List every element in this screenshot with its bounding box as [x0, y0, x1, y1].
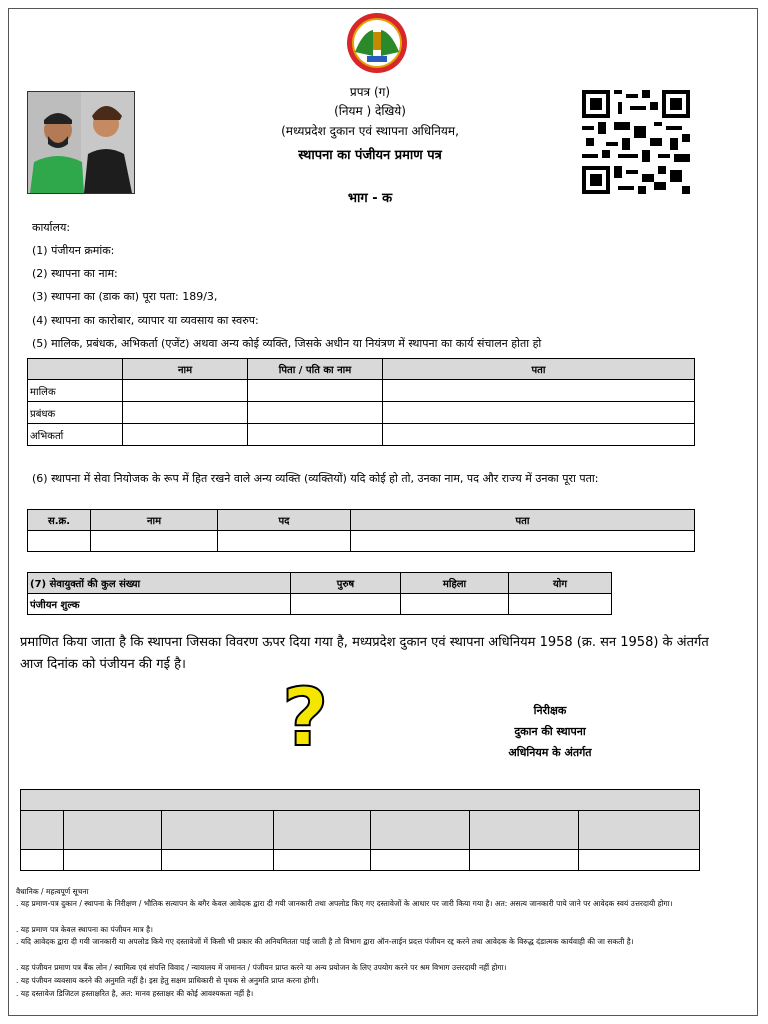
- table-header-cell: नाम: [123, 359, 248, 380]
- employer-interest-table: [27, 509, 695, 552]
- table-header-cell: (7) सेवायुक्तों की कुल संख्या: [28, 573, 291, 594]
- row-label: अभिकर्ता: [28, 424, 123, 446]
- table-header-cell: नाम: [91, 510, 218, 531]
- mp-emblem-logo: [343, 12, 411, 74]
- certificate-statement: प्रमाणित किया जाता है कि स्थापना जिसका विवरण ऊपर दिया गया है, मध्यप्रदेश दुकान एवं स्थापना अधिनियम 1958 (क्र. सन 1958) के अंतर्गत आज दिनांक को पंजीयन की गई है।: [20, 635, 709, 672]
- table-row: [21, 850, 700, 871]
- table-header-cell: महिला: [401, 573, 509, 594]
- note-item: . यह पंजीयन व्यवसाय करने की अनुमति नहीं है। इस हेतु सक्षम प्राधिकारी से पृथक से अनुमति प्राप्त करना होगी।: [16, 976, 319, 985]
- part-label: भाग - क: [347, 191, 393, 206]
- table-header-row: [28, 359, 695, 380]
- item-6-text: (6) स्थापना में सेवा नियोजक के रूप में हित रखने वाले अन्य व्यक्ति (व्यक्तियों) यदि कोई हो तो, उनका नाम, पद और राज्य में उनका पूरा पता:: [32, 472, 599, 485]
- table-header-cell: पता: [383, 359, 695, 380]
- establishment-address: (3) स्थापना का (डाक का) पूरा पता: 189/3,: [32, 290, 218, 303]
- table-header-cell: स.क्र.: [28, 510, 91, 531]
- bottom-grid-table: [20, 789, 700, 871]
- table-header-cell: पद: [218, 510, 351, 531]
- table-header-cell: योग: [509, 573, 612, 594]
- office-label: कार्यालय:: [32, 221, 71, 234]
- table-row: [28, 380, 695, 402]
- table-row: [28, 424, 695, 446]
- applicant-photo: [27, 91, 135, 194]
- signatory-line2: दुकान की स्थापना: [514, 725, 586, 738]
- owner-table: [27, 358, 695, 446]
- table-header-row: [28, 510, 695, 531]
- note-item: . यह प्रमाण पत्र केवल स्थापना का पंजीयन मात्र है।: [16, 925, 153, 934]
- signatory-title: निरीक्षक: [533, 704, 567, 717]
- table-header-row: [21, 811, 700, 850]
- registration-number: (1) पंजीयन क्रमांक:: [32, 244, 115, 257]
- note-item: . यदि आवेदक द्वारा दी गयी जानकारी या अपलोड किये गए दस्तावेजों में किसी भी प्रकार की अनियमितता पाई जाती है तो विभाग द्वारा ऑन-लाईन प्रदत्त पंजीयन रद्द करने तथा आवेदक के विरुद्ध दंडात्मक कार्यवाही की जा सकती है।: [16, 937, 634, 946]
- row-label: मालिक: [28, 380, 123, 402]
- table-header-row: [21, 790, 700, 811]
- table-header-cell: पिता / पति का नाम: [248, 359, 383, 380]
- note-item: . यह प्रमाण-पत्र दुकान / स्थापना के निरीक्षण / भौतिक सत्यापन के बगैर केवल आवेदक द्वारा दी गयी जानकारी तथा अपलोड किए गए दस्तावेजों के आधार पर जारी किया गया है। अत: असत्य जानकारी पाये जाने पर आवेदक स्वयं उत्तरदायी होगा।: [16, 899, 673, 908]
- row-label: प्रबंधक: [28, 402, 123, 424]
- business-nature: (4) स्थापना का कारोबार, व्यापार या व्यवसाय का स्वरुप:: [32, 314, 259, 327]
- table-row: [28, 531, 695, 552]
- note-item: . यह पंजीयन प्रमाण पत्र बैंक लोन / स्वामित्व एवं संपत्ति विवाद / न्यायालय में जमानत / पंजीयन प्राप्त करने या अन्य प्रयोजन के लिए उपयोग करने पर श्रम विभाग उत्तरदायी नहीं होगा।: [16, 963, 507, 972]
- qr-code: [582, 90, 690, 194]
- table-header-cell: [28, 359, 123, 380]
- table-header-row: [28, 573, 612, 594]
- table-row: [28, 402, 695, 424]
- table-row: [28, 594, 612, 615]
- act-reference: (मध्यप्रदेश दुकान एवं स्थापना अधिनियम,: [281, 124, 459, 138]
- owner-intro: (5) मालिक, प्रबंधक, अभिकर्ता (एजेंट) अथवा अन्य कोई व्यक्ति, जिसके अधीन या नियंत्रण में स्थापना का कार्य संचालन होता हो: [32, 337, 542, 350]
- table-header-cell: पुरुष: [291, 573, 401, 594]
- signatory-line3: अधिनियम के अंतर्गत: [508, 746, 592, 759]
- certificate-title: स्थापना का पंजीयन प्रमाण पत्र: [298, 148, 442, 163]
- form-number: प्रपत्र (ग): [349, 85, 391, 99]
- table-header-cell: पता: [351, 510, 695, 531]
- establishment-name: (2) स्थापना का नाम:: [32, 267, 118, 280]
- question-mark-icon: ?: [282, 671, 329, 764]
- employee-count-table: [27, 572, 612, 615]
- notes-title: वैधानिक / महत्वपूर्ण सूचना: [16, 887, 89, 896]
- rule-reference: (नियम ) देखिये): [334, 104, 406, 118]
- row-label: पंजीयन शुल्क: [28, 594, 291, 615]
- note-item: . यह दस्तावेज डिजिटल हस्ताक्षरित है, अत: मानव हस्ताक्षर की कोई आवश्यकता नहीं है।: [16, 989, 254, 998]
